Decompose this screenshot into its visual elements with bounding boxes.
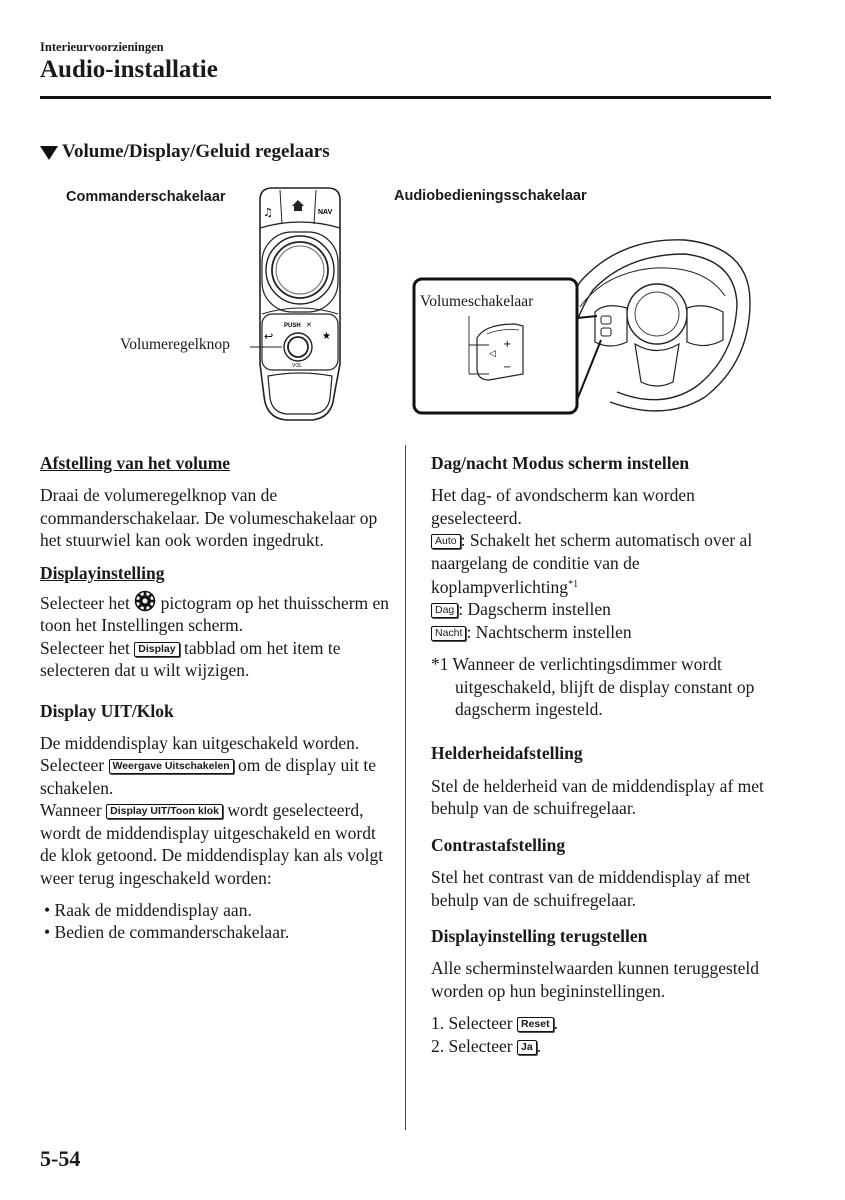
display-setting-text-2 (40, 637, 390, 682)
nav-label: NAV (318, 209, 333, 216)
display-setting-heading: Displayinstelling (40, 562, 165, 583)
mute-icon (306, 321, 312, 329)
star-icon (322, 331, 331, 342)
list-item (431, 1035, 781, 1057)
display-setting-text-1 (40, 590, 390, 637)
bullet-list (40, 899, 390, 944)
daynight-text: Het dag- of avondscherm kan worden geselecteerd. (431, 485, 695, 528)
reset-steps (431, 1012, 781, 1057)
display-off-text-1 (40, 732, 390, 799)
svg-text:+: + (503, 339, 512, 350)
display-setting-text-1b: pictogram op het thuisscherm en toon het Instellingen scherm. (40, 593, 390, 636)
dag-text: : Dagscherm instellen (458, 599, 611, 620)
commander-label: Commanderschakelaar (66, 189, 226, 205)
step2-text: 2. Selecteer (431, 1035, 513, 1056)
steering-wheel-illustration (405, 232, 760, 417)
footnote: *1 Wanneer de verlichtingsdimmer wordt uitgeschakeld, blijft de display constant op dagscherm ingesteld. (431, 654, 755, 720)
display-setting-text-2b: tabblad om het item te selecteren dat u wilt wijzigen. (40, 637, 341, 681)
switch-callout: Volumeschakelaar (420, 293, 534, 310)
list-item (431, 1012, 781, 1034)
volume-heading: Afstelling van het volume (40, 453, 231, 473)
header-divider (40, 96, 771, 99)
brightness-heading: Helderheidafstelling (431, 743, 583, 764)
auto-button[interactable]: Auto (431, 534, 461, 549)
display-off-heading: Display UIT/Klok (40, 700, 174, 721)
display-off-text-1a: De middendisplay kan uitgeschakeld worden. Selecteer (40, 733, 360, 776)
page-number: 5-54 (40, 1146, 81, 1171)
display-off-button[interactable]: Weergave Uitschakelen (109, 759, 234, 774)
step2-period: . (536, 1035, 542, 1056)
dag-button[interactable]: Dag (431, 603, 458, 618)
svg-text:◁: ◁ (489, 349, 496, 359)
list-item: • Bedien de commanderschakelaar. (44, 922, 290, 943)
volume-text: Draai de volumeregelknop van de commanderschakelaar. De volumeschakelaar op het stuurwiel kan ook worden ingedrukt. (40, 485, 378, 551)
svg-text:♫: ♫ (263, 206, 273, 219)
header-section-label: Interieurvoorzieningen (40, 40, 164, 54)
page-title: Audio-installatie (40, 56, 218, 83)
svg-text:✕: ✕ (306, 321, 312, 329)
display-setting-text-2a: Selecteer het (40, 637, 130, 658)
display-off-text-2b: wordt geselecteerd, wordt de middendisplay uitgeschakeld en wordt de klok getoond. De middendisplay kan als volgt weer terug ingeschakeld worden: (40, 800, 384, 888)
auto-text: : Schakelt het scherm automatisch over al naargelang de conditie van de koplampverlichting (431, 530, 753, 598)
contrast-text: Stel het contrast van de middendisplay af met behulp van de schuifregelaar. (431, 867, 751, 910)
reset-heading: Displayinstelling terugstellen (431, 925, 648, 946)
brightness-text: Stel de helderheid van de middendisplay af met behulp van de schuifregelaar. (431, 775, 764, 819)
step1-period: . (553, 1013, 558, 1034)
nacht-button[interactable]: Nacht (431, 626, 466, 641)
reset-text: Alle scherminstelwaarden kunnen teruggesteld worden op hun begininstellingen. (431, 958, 760, 1001)
bullet-text-1: Raak de middendisplay aan. (54, 899, 252, 920)
knob-callout: Volumeregelknop (120, 336, 230, 353)
step1-text: 1. Selecteer (431, 1013, 513, 1034)
section-heading (40, 141, 330, 163)
svg-text:↩: ↩ (264, 330, 274, 343)
svg-text:★: ★ (322, 331, 331, 342)
reset-button[interactable]: Reset (517, 1017, 554, 1032)
push-label: PUSH (284, 323, 301, 329)
svg-text:−: − (503, 362, 512, 373)
display-setting-text-1a: Selecteer het (40, 593, 130, 614)
section-heading-text: Volume/Display/Geluid regelaars (62, 141, 330, 162)
list-item: • Raak de middendisplay aan. (44, 899, 252, 920)
back-icon (264, 330, 273, 343)
right-column (431, 452, 781, 1057)
daynight-heading: Dag/nacht Modus scherm instellen (431, 453, 690, 473)
ja-button[interactable]: Ja (517, 1040, 537, 1055)
auto-option (431, 529, 781, 598)
nacht-option (431, 621, 781, 643)
column-divider (405, 445, 406, 1130)
auto-footnote-ref: *1 (568, 579, 579, 591)
dag-option (431, 598, 781, 620)
gear-icon (134, 590, 156, 612)
triangle-down-icon (40, 146, 58, 160)
bullet-text-2: Bedien de commanderschakelaar. (54, 922, 290, 943)
vol-label: VOL (292, 363, 303, 369)
contrast-heading: Contrastafstelling (431, 834, 566, 855)
display-off-clock-button[interactable]: Display UIT/Toon klok (106, 804, 223, 819)
nacht-text: : Nachtscherm instellen (466, 621, 632, 642)
left-column (40, 452, 390, 944)
commander-switch-illustration (250, 186, 350, 426)
audio-switch-label: Audiobedieningsschakelaar (394, 188, 587, 204)
display-off-text-2a: Wanneer (40, 800, 102, 821)
display-off-text-2 (40, 799, 390, 889)
display-off-text-1b: om de display uit te schakelen. (40, 755, 377, 798)
display-tab-button[interactable]: Display (134, 642, 179, 657)
music-icon (263, 206, 273, 219)
